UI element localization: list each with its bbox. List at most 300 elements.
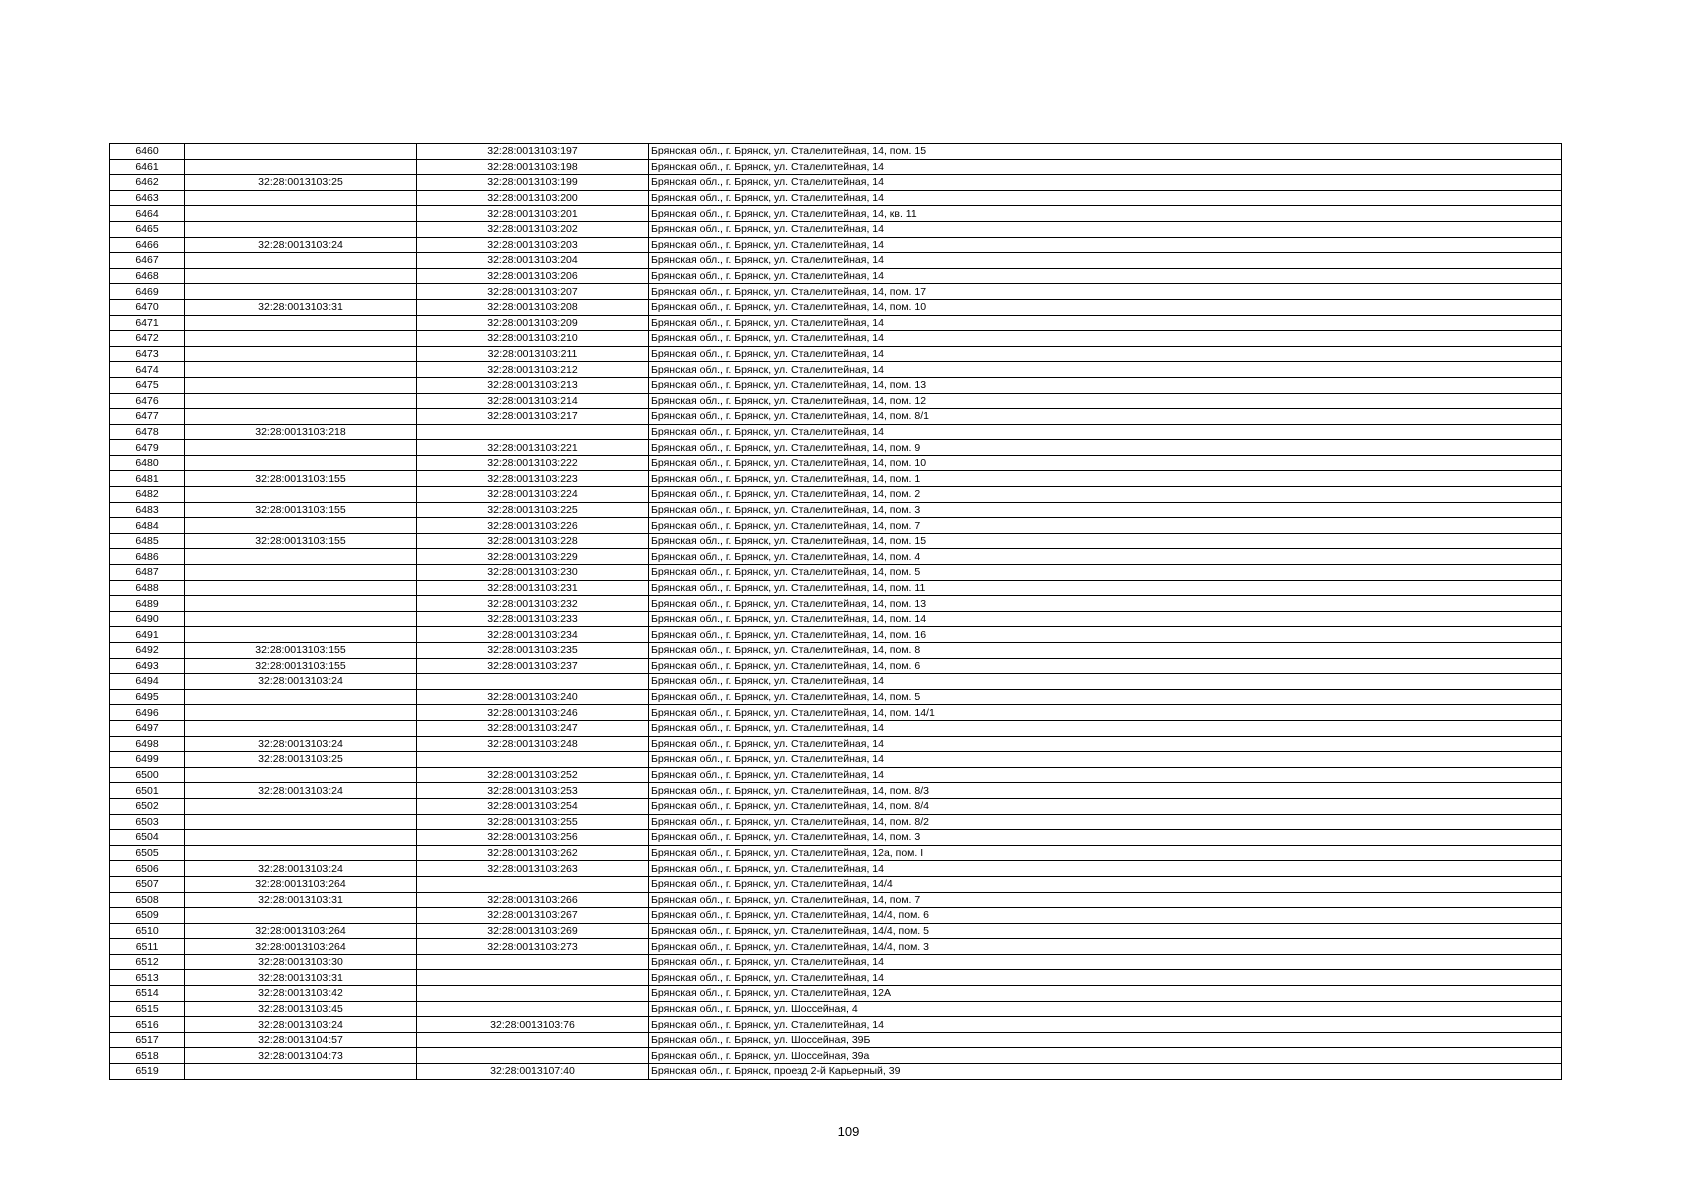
table-row <box>110 611 1562 627</box>
address-cell: Брянская обл., г. Брянск, ул. Сталелитейная, 14, пом. 3 <box>649 502 1562 518</box>
table-row <box>110 393 1562 409</box>
address-cell: Брянская обл., г. Брянск, ул. Сталелитейная, 14, пом. 8 <box>649 643 1562 659</box>
row-number-cell: 6489 <box>110 596 185 612</box>
address-cell: Брянская обл., г. Брянск, ул. Сталелитейная, 14 <box>649 861 1562 877</box>
parcel-cadastral-number-cell: 32:28:0013103:218 <box>185 424 417 440</box>
row-number-cell: 6505 <box>110 845 185 861</box>
parcel-cadastral-number-cell: 32:28:0013103:31 <box>185 892 417 908</box>
building-cadastral-number-cell: 32:28:0013103:198 <box>417 159 649 175</box>
row-number-cell: 6516 <box>110 1017 185 1033</box>
row-number-cell: 6496 <box>110 705 185 721</box>
table-row <box>110 627 1562 643</box>
building-cadastral-number-cell: 32:28:0013103:208 <box>417 299 649 315</box>
building-cadastral-number-cell: 32:28:0013103:246 <box>417 705 649 721</box>
parcel-cadastral-number-cell <box>185 331 417 347</box>
parcel-cadastral-number-cell <box>185 144 417 160</box>
table-row <box>110 580 1562 596</box>
row-number-cell: 6483 <box>110 502 185 518</box>
row-number-cell: 6514 <box>110 986 185 1002</box>
building-cadastral-number-cell: 32:28:0013103:234 <box>417 627 649 643</box>
address-cell: Брянская обл., г. Брянск, ул. Сталелитейная, 14 <box>649 159 1562 175</box>
building-cadastral-number-cell <box>417 674 649 690</box>
address-cell: Брянская обл., г. Брянск, ул. Сталелитейная, 14, пом. 7 <box>649 518 1562 534</box>
table-row <box>110 455 1562 471</box>
parcel-cadastral-number-cell <box>185 362 417 378</box>
building-cadastral-number-cell: 32:28:0013103:222 <box>417 455 649 471</box>
address-cell: Брянская обл., г. Брянск, ул. Сталелитейная, 14 <box>649 362 1562 378</box>
building-cadastral-number-cell <box>417 424 649 440</box>
building-cadastral-number-cell: 32:28:0013103:273 <box>417 939 649 955</box>
parcel-cadastral-number-cell: 32:28:0013103:155 <box>185 658 417 674</box>
address-cell: Брянская обл., г. Брянск, ул. Сталелитейная, 14 <box>649 1017 1562 1033</box>
building-cadastral-number-cell <box>417 1001 649 1017</box>
address-cell: Брянская обл., г. Брянск, ул. Сталелитейная, 14, пом. 4 <box>649 549 1562 565</box>
table-row <box>110 908 1562 924</box>
row-number-cell: 6515 <box>110 1001 185 1017</box>
address-cell: Брянская обл., г. Брянск, ул. Сталелитейная, 14, пом. 15 <box>649 533 1562 549</box>
table-row <box>110 502 1562 518</box>
building-cadastral-number-cell: 32:28:0013103:224 <box>417 487 649 503</box>
building-cadastral-number-cell: 32:28:0013103:248 <box>417 736 649 752</box>
parcel-cadastral-number-cell: 32:28:0013103:24 <box>185 674 417 690</box>
address-cell: Брянская обл., г. Брянск, ул. Шоссейная, 39Б <box>649 1032 1562 1048</box>
address-cell: Брянская обл., г. Брянск, ул. Сталелитейная, 14, пом. 8/3 <box>649 783 1562 799</box>
building-cadastral-number-cell: 32:28:0013103:210 <box>417 331 649 347</box>
parcel-cadastral-number-cell <box>185 611 417 627</box>
building-cadastral-number-cell: 32:28:0013103:228 <box>417 533 649 549</box>
parcel-cadastral-number-cell <box>185 409 417 425</box>
address-cell: Брянская обл., г. Брянск, ул. Сталелитейная, 14, пом. 14/1 <box>649 705 1562 721</box>
address-cell: Брянская обл., г. Брянск, ул. Сталелитейная, 14, пом. 15 <box>649 144 1562 160</box>
building-cadastral-number-cell: 32:28:0013103:252 <box>417 767 649 783</box>
table-row <box>110 814 1562 830</box>
building-cadastral-number-cell: 32:28:0013103:203 <box>417 237 649 253</box>
building-cadastral-number-cell: 32:28:0013103:235 <box>417 643 649 659</box>
table-row <box>110 1017 1562 1033</box>
parcel-cadastral-number-cell: 32:28:0013103:264 <box>185 923 417 939</box>
parcel-cadastral-number-cell <box>185 767 417 783</box>
address-cell: Брянская обл., г. Брянск, ул. Сталелитейная, 12а, пом. I <box>649 845 1562 861</box>
building-cadastral-number-cell: 32:28:0013103:199 <box>417 175 649 191</box>
table-row <box>110 299 1562 315</box>
row-number-cell: 6492 <box>110 643 185 659</box>
parcel-cadastral-number-cell: 32:28:0013103:155 <box>185 471 417 487</box>
row-number-cell: 6484 <box>110 518 185 534</box>
address-cell: Брянская обл., г. Брянск, ул. Сталелитейная, 14 <box>649 346 1562 362</box>
parcel-cadastral-number-cell: 32:28:0013103:264 <box>185 939 417 955</box>
row-number-cell: 6478 <box>110 424 185 440</box>
building-cadastral-number-cell: 32:28:0013103:223 <box>417 471 649 487</box>
parcel-cadastral-number-cell <box>185 565 417 581</box>
building-cadastral-number-cell: 32:28:0013103:214 <box>417 393 649 409</box>
building-cadastral-number-cell: 32:28:0013103:217 <box>417 409 649 425</box>
parcel-cadastral-number-cell: 32:28:0013103:24 <box>185 783 417 799</box>
parcel-cadastral-number-cell <box>185 268 417 284</box>
address-cell: Брянская обл., г. Брянск, ул. Сталелитейная, 14/4 <box>649 876 1562 892</box>
row-number-cell: 6494 <box>110 674 185 690</box>
table-row <box>110 861 1562 877</box>
building-cadastral-number-cell <box>417 876 649 892</box>
parcel-cadastral-number-cell: 32:28:0013103:264 <box>185 876 417 892</box>
row-number-cell: 6477 <box>110 409 185 425</box>
parcel-cadastral-number-cell <box>185 159 417 175</box>
table-row <box>110 221 1562 237</box>
building-cadastral-number-cell: 32:28:0013103:213 <box>417 377 649 393</box>
building-cadastral-number-cell: 32:28:0013103:255 <box>417 814 649 830</box>
table-row <box>110 674 1562 690</box>
building-cadastral-number-cell: 32:28:0013103:232 <box>417 596 649 612</box>
building-cadastral-number-cell: 32:28:0013103:221 <box>417 440 649 456</box>
address-cell: Брянская обл., г. Брянск, ул. Сталелитейная, 14, пом. 2 <box>649 487 1562 503</box>
building-cadastral-number-cell: 32:28:0013103:233 <box>417 611 649 627</box>
row-number-cell: 6495 <box>110 689 185 705</box>
address-cell: Брянская обл., г. Брянск, ул. Сталелитейная, 14 <box>649 954 1562 970</box>
building-cadastral-number-cell: 32:28:0013103:202 <box>417 221 649 237</box>
table-row <box>110 658 1562 674</box>
table-row <box>110 175 1562 191</box>
row-number-cell: 6469 <box>110 284 185 300</box>
row-number-cell: 6517 <box>110 1032 185 1048</box>
table-row <box>110 1032 1562 1048</box>
row-number-cell: 6470 <box>110 299 185 315</box>
address-cell: Брянская обл., г. Брянск, ул. Сталелитейная, 14 <box>649 424 1562 440</box>
parcel-cadastral-number-cell <box>185 253 417 269</box>
parcel-cadastral-number-cell <box>185 1064 417 1080</box>
address-cell: Брянская обл., г. Брянск, ул. Сталелитейная, 14, пом. 8/1 <box>649 409 1562 425</box>
row-number-cell: 6506 <box>110 861 185 877</box>
parcel-cadastral-number-cell <box>185 689 417 705</box>
table-row <box>110 190 1562 206</box>
row-number-cell: 6504 <box>110 830 185 846</box>
building-cadastral-number-cell: 32:28:0013103:226 <box>417 518 649 534</box>
parcel-cadastral-number-cell <box>185 518 417 534</box>
building-cadastral-number-cell: 32:28:0013103:269 <box>417 923 649 939</box>
page-number: 109 <box>837 1124 860 1139</box>
row-number-cell: 6462 <box>110 175 185 191</box>
table-row <box>110 798 1562 814</box>
parcel-cadastral-number-cell: 32:28:0013103:155 <box>185 533 417 549</box>
table-row <box>110 549 1562 565</box>
row-number-cell: 6481 <box>110 471 185 487</box>
row-number-cell: 6501 <box>110 783 185 799</box>
row-number-cell: 6507 <box>110 876 185 892</box>
address-cell: Брянская обл., г. Брянск, ул. Сталелитейная, 14 <box>649 720 1562 736</box>
row-number-cell: 6491 <box>110 627 185 643</box>
row-number-cell: 6479 <box>110 440 185 456</box>
address-cell: Брянская обл., г. Брянск, ул. Шоссейная, 4 <box>649 1001 1562 1017</box>
building-cadastral-number-cell: 32:28:0013103:207 <box>417 284 649 300</box>
row-number-cell: 6502 <box>110 798 185 814</box>
row-number-cell: 6487 <box>110 565 185 581</box>
row-number-cell: 6467 <box>110 253 185 269</box>
table-row <box>110 518 1562 534</box>
building-cadastral-number-cell: 32:28:0013103:256 <box>417 830 649 846</box>
building-cadastral-number-cell <box>417 1048 649 1064</box>
address-cell: Брянская обл., г. Брянск, ул. Сталелитейная, 14 <box>649 221 1562 237</box>
address-cell: Брянская обл., г. Брянск, ул. Сталелитейная, 12А <box>649 986 1562 1002</box>
address-cell: Брянская обл., г. Брянск, ул. Сталелитейная, 14 <box>649 268 1562 284</box>
row-number-cell: 6488 <box>110 580 185 596</box>
parcel-cadastral-number-cell: 32:28:0013104:57 <box>185 1032 417 1048</box>
row-number-cell: 6512 <box>110 954 185 970</box>
building-cadastral-number-cell <box>417 954 649 970</box>
table-row <box>110 720 1562 736</box>
building-cadastral-number-cell: 32:28:0013103:254 <box>417 798 649 814</box>
address-cell: Брянская обл., г. Брянск, ул. Сталелитейная, 14, пом. 7 <box>649 892 1562 908</box>
building-cadastral-number-cell: 32:28:0013103:76 <box>417 1017 649 1033</box>
table-row <box>110 845 1562 861</box>
table-row <box>110 1048 1562 1064</box>
parcel-cadastral-number-cell: 32:28:0013103:25 <box>185 175 417 191</box>
table-row <box>110 705 1562 721</box>
address-cell: Брянская обл., г. Брянск, ул. Сталелитейная, 14 <box>649 315 1562 331</box>
row-number-cell: 6503 <box>110 814 185 830</box>
table-row <box>110 424 1562 440</box>
table-row <box>110 440 1562 456</box>
row-number-cell: 6466 <box>110 237 185 253</box>
row-number-cell: 6509 <box>110 908 185 924</box>
address-cell: Брянская обл., г. Брянск, ул. Сталелитейная, 14, пом. 14 <box>649 611 1562 627</box>
table-row <box>110 1001 1562 1017</box>
table-row <box>110 689 1562 705</box>
address-cell: Брянская обл., г. Брянск, ул. Сталелитейная, 14 <box>649 331 1562 347</box>
parcel-cadastral-number-cell: 32:28:0013104:73 <box>185 1048 417 1064</box>
table-row <box>110 767 1562 783</box>
property-registry-table <box>109 143 1562 1080</box>
parcel-cadastral-number-cell <box>185 814 417 830</box>
table-row <box>110 986 1562 1002</box>
row-number-cell: 6490 <box>110 611 185 627</box>
table-row <box>110 362 1562 378</box>
address-cell: Брянская обл., г. Брянск, ул. Сталелитейная, 14, пом. 10 <box>649 455 1562 471</box>
row-number-cell: 6476 <box>110 393 185 409</box>
parcel-cadastral-number-cell: 32:28:0013103:155 <box>185 502 417 518</box>
parcel-cadastral-number-cell <box>185 221 417 237</box>
table-row <box>110 830 1562 846</box>
building-cadastral-number-cell: 32:28:0013103:230 <box>417 565 649 581</box>
row-number-cell: 6474 <box>110 362 185 378</box>
address-cell: Брянская обл., г. Брянск, ул. Сталелитейная, 14, пом. 5 <box>649 565 1562 581</box>
row-number-cell: 6472 <box>110 331 185 347</box>
row-number-cell: 6468 <box>110 268 185 284</box>
address-cell: Брянская обл., г. Брянск, ул. Сталелитейная, 14, пом. 5 <box>649 689 1562 705</box>
row-number-cell: 6471 <box>110 315 185 331</box>
building-cadastral-number-cell: 32:28:0013103:229 <box>417 549 649 565</box>
parcel-cadastral-number-cell <box>185 377 417 393</box>
building-cadastral-number-cell: 32:28:0013103:211 <box>417 346 649 362</box>
row-number-cell: 6510 <box>110 923 185 939</box>
building-cadastral-number-cell: 32:28:0013107:40 <box>417 1064 649 1080</box>
address-cell: Брянская обл., г. Брянск, ул. Сталелитейная, 14/4, пом. 3 <box>649 939 1562 955</box>
row-number-cell: 6497 <box>110 720 185 736</box>
building-cadastral-number-cell: 32:28:0013103:267 <box>417 908 649 924</box>
address-cell: Брянская обл., г. Брянск, ул. Сталелитейная, 14, пом. 3 <box>649 830 1562 846</box>
building-cadastral-number-cell: 32:28:0013103:237 <box>417 658 649 674</box>
address-cell: Брянская обл., г. Брянск, ул. Сталелитейная, 14, пом. 17 <box>649 284 1562 300</box>
table-row <box>110 253 1562 269</box>
table-row <box>110 159 1562 175</box>
table-row <box>110 237 1562 253</box>
building-cadastral-number-cell: 32:28:0013103:201 <box>417 206 649 222</box>
parcel-cadastral-number-cell <box>185 798 417 814</box>
row-number-cell: 6475 <box>110 377 185 393</box>
table-row <box>110 377 1562 393</box>
row-number-cell: 6460 <box>110 144 185 160</box>
address-cell: Брянская обл., г. Брянск, ул. Сталелитейная, 14, пом. 10 <box>649 299 1562 315</box>
parcel-cadastral-number-cell <box>185 346 417 362</box>
table-row <box>110 736 1562 752</box>
address-cell: Брянская обл., г. Брянск, ул. Сталелитейная, 14 <box>649 767 1562 783</box>
table-row <box>110 471 1562 487</box>
parcel-cadastral-number-cell <box>185 455 417 471</box>
parcel-cadastral-number-cell: 32:28:0013103:45 <box>185 1001 417 1017</box>
row-number-cell: 6480 <box>110 455 185 471</box>
building-cadastral-number-cell: 32:28:0013103:206 <box>417 268 649 284</box>
table-row <box>110 876 1562 892</box>
parcel-cadastral-number-cell <box>185 284 417 300</box>
parcel-cadastral-number-cell <box>185 206 417 222</box>
building-cadastral-number-cell: 32:28:0013103:253 <box>417 783 649 799</box>
address-cell: Брянская обл., г. Брянск, ул. Сталелитейная, 14, пом. 11 <box>649 580 1562 596</box>
address-cell: Брянская обл., г. Брянск, ул. Сталелитейная, 14 <box>649 190 1562 206</box>
parcel-cadastral-number-cell <box>185 190 417 206</box>
address-cell: Брянская обл., г. Брянск, ул. Сталелитейная, 14 <box>649 736 1562 752</box>
building-cadastral-number-cell: 32:28:0013103:225 <box>417 502 649 518</box>
parcel-cadastral-number-cell <box>185 393 417 409</box>
parcel-cadastral-number-cell: 32:28:0013103:31 <box>185 970 417 986</box>
table-row <box>110 783 1562 799</box>
row-number-cell: 6465 <box>110 221 185 237</box>
parcel-cadastral-number-cell <box>185 440 417 456</box>
table-row <box>110 144 1562 160</box>
address-cell: Брянская обл., г. Брянск, ул. Сталелитейная, 14/4, пом. 5 <box>649 923 1562 939</box>
parcel-cadastral-number-cell <box>185 720 417 736</box>
row-number-cell: 6473 <box>110 346 185 362</box>
address-cell: Брянская обл., г. Брянск, проезд 2-й Карьерный, 39 <box>649 1064 1562 1080</box>
row-number-cell: 6519 <box>110 1064 185 1080</box>
address-cell: Брянская обл., г. Брянск, ул. Сталелитейная, 14, пом. 13 <box>649 596 1562 612</box>
parcel-cadastral-number-cell: 32:28:0013103:30 <box>185 954 417 970</box>
building-cadastral-number-cell <box>417 1032 649 1048</box>
parcel-cadastral-number-cell: 32:28:0013103:24 <box>185 1017 417 1033</box>
table-row <box>110 533 1562 549</box>
address-cell: Брянская обл., г. Брянск, ул. Сталелитейная, 14 <box>649 752 1562 768</box>
row-number-cell: 6513 <box>110 970 185 986</box>
parcel-cadastral-number-cell <box>185 627 417 643</box>
table-row <box>110 939 1562 955</box>
table-row <box>110 954 1562 970</box>
address-cell: Брянская обл., г. Брянск, ул. Сталелитейная, 14 <box>649 175 1562 191</box>
table-row <box>110 268 1562 284</box>
row-number-cell: 6508 <box>110 892 185 908</box>
building-cadastral-number-cell <box>417 752 649 768</box>
parcel-cadastral-number-cell: 32:28:0013103:24 <box>185 861 417 877</box>
parcel-cadastral-number-cell <box>185 580 417 596</box>
building-cadastral-number-cell: 32:28:0013103:263 <box>417 861 649 877</box>
address-cell: Брянская обл., г. Брянск, ул. Сталелитейная, 14 <box>649 253 1562 269</box>
building-cadastral-number-cell: 32:28:0013103:231 <box>417 580 649 596</box>
address-cell: Брянская обл., г. Брянск, ул. Шоссейная, 39а <box>649 1048 1562 1064</box>
table-row <box>110 565 1562 581</box>
address-cell: Брянская обл., г. Брянск, ул. Сталелитейная, 14, пом. 8/4 <box>649 798 1562 814</box>
address-cell: Брянская обл., г. Брянск, ул. Сталелитейная, 14/4, пом. 6 <box>649 908 1562 924</box>
table-row <box>110 892 1562 908</box>
table-row <box>110 752 1562 768</box>
row-number-cell: 6498 <box>110 736 185 752</box>
parcel-cadastral-number-cell <box>185 549 417 565</box>
parcel-cadastral-number-cell <box>185 830 417 846</box>
building-cadastral-number-cell <box>417 970 649 986</box>
parcel-cadastral-number-cell <box>185 845 417 861</box>
row-number-cell: 6511 <box>110 939 185 955</box>
table-row <box>110 970 1562 986</box>
table-row <box>110 315 1562 331</box>
address-cell: Брянская обл., г. Брянск, ул. Сталелитейная, 14 <box>649 674 1562 690</box>
row-number-cell: 6482 <box>110 487 185 503</box>
address-cell: Брянская обл., г. Брянск, ул. Сталелитейная, 14, пом. 9 <box>649 440 1562 456</box>
parcel-cadastral-number-cell <box>185 908 417 924</box>
parcel-cadastral-number-cell <box>185 315 417 331</box>
parcel-cadastral-number-cell: 32:28:0013103:24 <box>185 736 417 752</box>
parcel-cadastral-number-cell: 32:28:0013103:24 <box>185 237 417 253</box>
table-row <box>110 643 1562 659</box>
parcel-cadastral-number-cell <box>185 487 417 503</box>
table-row <box>110 923 1562 939</box>
building-cadastral-number-cell: 32:28:0013103:204 <box>417 253 649 269</box>
table-row <box>110 596 1562 612</box>
address-cell: Брянская обл., г. Брянск, ул. Сталелитейная, 14 <box>649 237 1562 253</box>
parcel-cadastral-number-cell <box>185 705 417 721</box>
building-cadastral-number-cell: 32:28:0013103:262 <box>417 845 649 861</box>
address-cell: Брянская обл., г. Брянск, ул. Сталелитейная, 14, пом. 1 <box>649 471 1562 487</box>
address-cell: Брянская обл., г. Брянск, ул. Сталелитейная, 14, пом. 12 <box>649 393 1562 409</box>
table-body <box>110 144 1562 1080</box>
row-number-cell: 6461 <box>110 159 185 175</box>
row-number-cell: 6463 <box>110 190 185 206</box>
address-cell: Брянская обл., г. Брянск, ул. Сталелитейная, 14, пом. 13 <box>649 377 1562 393</box>
row-number-cell: 6518 <box>110 1048 185 1064</box>
address-cell: Брянская обл., г. Брянск, ул. Сталелитейная, 14 <box>649 970 1562 986</box>
table-row <box>110 206 1562 222</box>
table-row <box>110 1064 1562 1080</box>
table-row <box>110 409 1562 425</box>
parcel-cadastral-number-cell: 32:28:0013103:31 <box>185 299 417 315</box>
row-number-cell: 6485 <box>110 533 185 549</box>
building-cadastral-number-cell <box>417 986 649 1002</box>
building-cadastral-number-cell: 32:28:0013103:240 <box>417 689 649 705</box>
building-cadastral-number-cell: 32:28:0013103:197 <box>417 144 649 160</box>
address-cell: Брянская обл., г. Брянск, ул. Сталелитейная, 14, пом. 16 <box>649 627 1562 643</box>
table-row <box>110 487 1562 503</box>
building-cadastral-number-cell: 32:28:0013103:212 <box>417 362 649 378</box>
parcel-cadastral-number-cell <box>185 596 417 612</box>
address-cell: Брянская обл., г. Брянск, ул. Сталелитейная, 14, пом. 6 <box>649 658 1562 674</box>
table-row <box>110 331 1562 347</box>
row-number-cell: 6486 <box>110 549 185 565</box>
building-cadastral-number-cell: 32:28:0013103:200 <box>417 190 649 206</box>
row-number-cell: 6500 <box>110 767 185 783</box>
row-number-cell: 6499 <box>110 752 185 768</box>
table-row <box>110 284 1562 300</box>
building-cadastral-number-cell: 32:28:0013103:266 <box>417 892 649 908</box>
address-cell: Брянская обл., г. Брянск, ул. Сталелитейная, 14, пом. 8/2 <box>649 814 1562 830</box>
parcel-cadastral-number-cell: 32:28:0013103:25 <box>185 752 417 768</box>
building-cadastral-number-cell: 32:28:0013103:209 <box>417 315 649 331</box>
parcel-cadastral-number-cell: 32:28:0013103:42 <box>185 986 417 1002</box>
building-cadastral-number-cell: 32:28:0013103:247 <box>417 720 649 736</box>
row-number-cell: 6464 <box>110 206 185 222</box>
table-row <box>110 346 1562 362</box>
